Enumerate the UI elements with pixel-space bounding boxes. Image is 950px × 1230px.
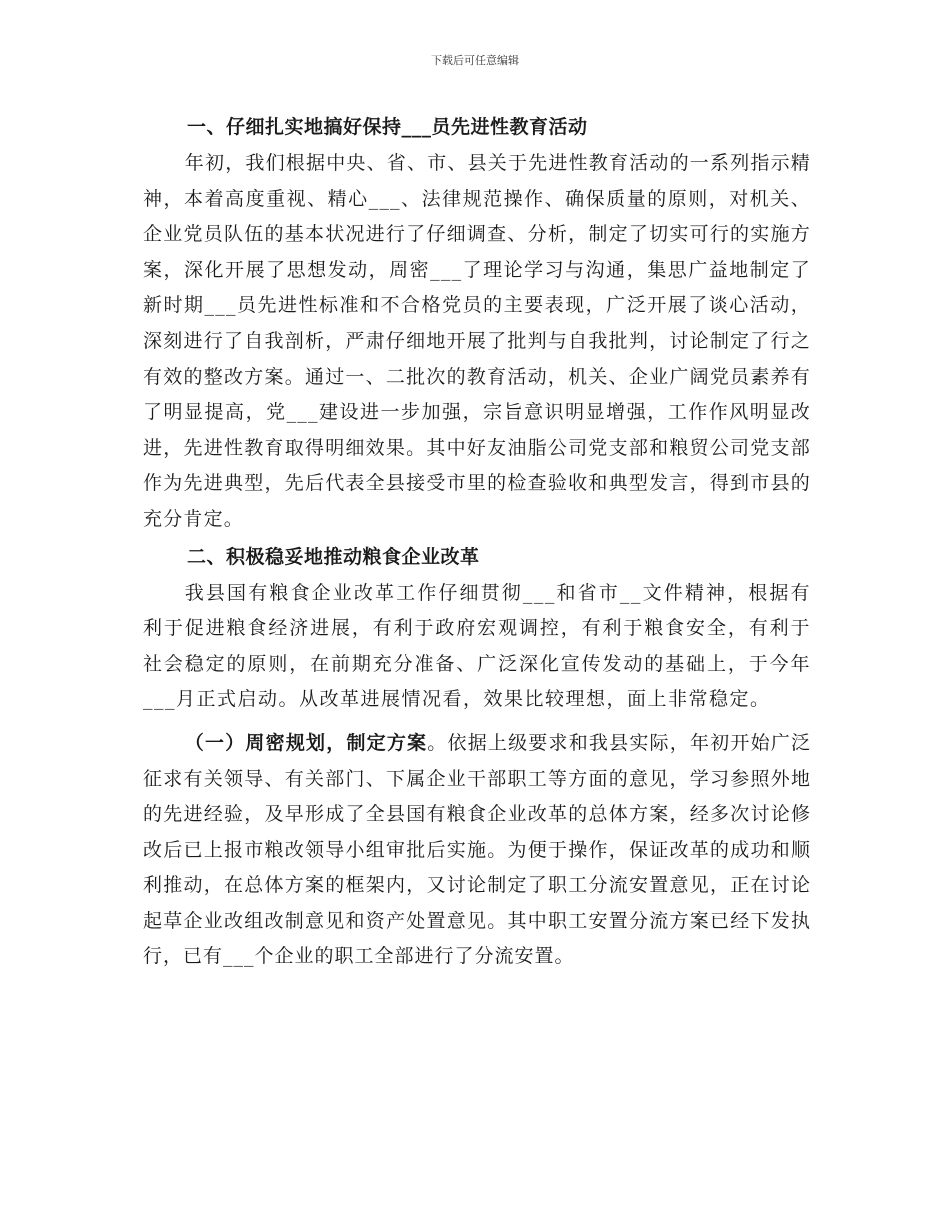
section-heading-1: 一、仔细扎实地搞好保持___员先进性教育活动 — [187, 116, 588, 138]
paragraph-text: 年初，我们根据中央、省、市、县关于先进性教育活动的一系列指示精神，本着高度重视、精心___、法律规范操作、确保质量的原则，对机关、企业党员队伍的基本状况进行了仔细调查、分析，制定了切实可行的实施方案，深化开展了思想发动，周密___了理论学习与沟通，集思广益地制定了新时期___员先进性标准和不合格党员的主要表现，广泛开展了谈心活动，深刻进行了自我剖析，严肃仔细地开展了批判与自我批判，讨论制定了行之有效的整改方案。通过一、二批次的教育活动，机关、企业广阔党员素养有了明显提高，党___建设进一步加强，宗旨意识明显增强，工作作风明显改进，先进性教育取得明细效果。其中好友油脂公司党支部和粮贸公司党支部作为先进典型，先后代表全县接受市里的检查验收和典型发言，得到市县的充分肯定。 — [143, 152, 811, 530]
page-header: 下载后可任意编辑 — [431, 54, 519, 67]
section-1-paragraph-1 — [143, 146, 811, 538]
paragraph-text: 。依据上级要求和我县实际，年初开始广泛征求有关领导、有关部门、下属企业干部职工等方面的意见，学习参照外地的先进经验，及早形成了全县国有粮食企业改革的总体方案，经多次讨论修改后已上报市粮改领导小组审批后实施。为便于操作，保证改革的成功和顺利推动，在总体方案的框架内，又讨论制定了职工分流安置意见，正在讨论起草企业改组改制意见和资产处置意见。其中职工安置分流方案已经下发执行，已有___个企业的职工全部进行了分流安置。 — [143, 731, 811, 968]
paragraph-lead: （一）周密规划，制定方案 — [184, 731, 428, 754]
section-2-paragraph-1 — [143, 576, 811, 718]
document-body — [143, 108, 811, 975]
section-heading-2: 二、积极稳妥地推动粮食企业改革 — [187, 545, 480, 568]
section-2-paragraph-2 — [143, 726, 811, 975]
paragraph-text: 我县国有粮食企业改革工作仔细贯彻___和省市__文件精神，根据有利于促进粮食经济进展，有利于政府宏观调控，有利于粮食安全，有利于社会稳定的原则，在前期充分准备、广泛深化宣传发动的基础上，于今年___月正式启动。从改革进展情况看，效果比较理想，面上非常稳定。 — [143, 581, 811, 711]
